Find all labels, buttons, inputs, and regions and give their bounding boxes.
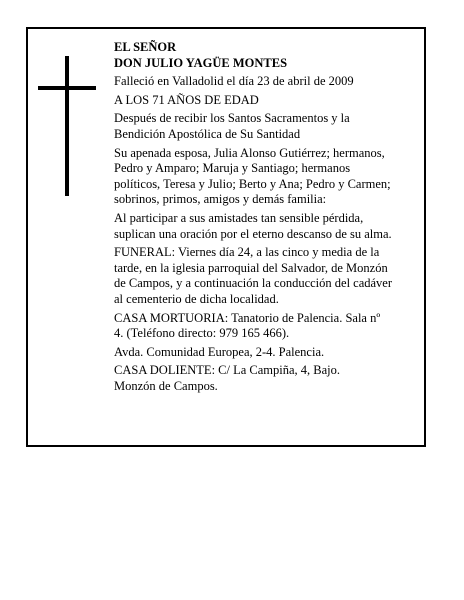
age-at-death: A LOS 71 AÑOS DE EDAD: [114, 92, 259, 107]
cross-horizontal-bar: [38, 86, 96, 90]
family-line: políticos, Teresa y Julio; Berto y Ana; Pedro y Carmen;: [114, 176, 391, 191]
funeral-line: tarde, en la iglesia parroquial del Salvador, de Monzón: [114, 260, 388, 275]
cross-icon: [38, 56, 96, 196]
deceased-name: DON JULIO YAGÜE MONTES: [114, 55, 288, 70]
sacraments-line: Bendición Apostólica de Su Santidad: [114, 126, 301, 141]
family-line: sobrinos, primos, amigos y demás familia:: [114, 192, 327, 207]
mortuary-address: Avda. Comunidad Europea, 2-4. Palencia.: [114, 344, 325, 359]
obituary-text: [114, 40, 424, 394]
notice-heading-line: EL SEÑOR: [114, 40, 177, 54]
prayer-line: suplican una oración por el eterno descanso de su alma.: [114, 226, 392, 241]
funeral-line: FUNERAL: Viernes día 24, a las cinco y media de la: [114, 245, 380, 260]
sacraments-line: Después de recibir los Santos Sacramentos y la: [114, 111, 350, 126]
mourning-house-line: CASA DOLIENTE: C/ La Campiña, 4, Bajo.: [114, 363, 341, 378]
funeral-line: de Campos, y a continuación la conducción del cadáver: [114, 276, 393, 291]
prayer-line: Al participar a sus amistades tan sensible pérdida,: [114, 210, 364, 225]
mortuary-line: CASA MORTUORIA: Tanatorio de Palencia. Sala nº: [114, 310, 381, 325]
mourning-house-line: Monzón de Campos.: [114, 378, 218, 393]
death-place-date: Falleció en Valladolid el día 23 de abril de 2009: [114, 74, 354, 89]
family-line: Pedro y Amparo; Maruja y Santiago; hermanos: [114, 161, 351, 176]
funeral-line: al cementerio de dicha localidad.: [114, 291, 279, 306]
family-line: Su apenada esposa, Julia Alonso Gutiérrez; hermanos,: [114, 145, 385, 160]
mortuary-line: 4. (Teléfono directo: 979 165 466).: [114, 326, 290, 341]
cross-vertical-bar: [65, 56, 69, 196]
